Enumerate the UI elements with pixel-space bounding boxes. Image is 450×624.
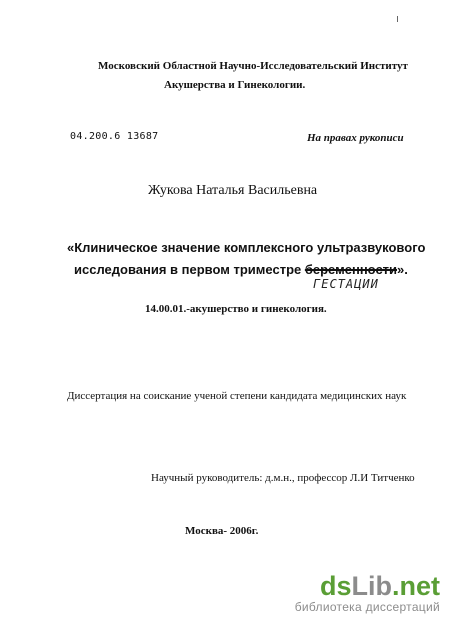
author-name: Жукова Наталья Васильевна <box>148 183 318 198</box>
dslib-watermark <box>295 572 440 614</box>
dissertation-note: Диссертация на соискание ученой степени кандидата медицинских наук <box>67 390 407 402</box>
watermark-brand-ds: ds <box>319 571 352 601</box>
institute-line-1: Московский Областной Научно-Исследовательский Институт <box>98 60 408 72</box>
watermark-brand <box>295 572 440 600</box>
institute-line-2: Акушерства и Гинекологии. <box>164 79 306 91</box>
registration-number: 04.200.6 13687 <box>70 131 159 142</box>
city-year: Москва- 2006г. <box>185 525 259 537</box>
thesis-title-closing: ». <box>397 262 408 277</box>
handwritten-correction: ГЕСТАЦИИ <box>313 277 379 291</box>
scan-mark <box>397 16 398 22</box>
watermark-brand-net: .net <box>391 571 440 601</box>
thesis-title-part: исследования в первом триместре <box>74 262 305 277</box>
specialty-code: 14.00.01.-акушерство и гинекология. <box>145 303 327 315</box>
rights-notice: На правах рукописи <box>307 132 404 144</box>
supervisor-line: Научный руководитель: д.м.н., профессор Л.И Титченко <box>151 472 415 484</box>
thesis-title-line-1: «Клиническое значение комплексного ультразвукового <box>67 240 426 255</box>
thesis-title-line-2 <box>74 262 408 277</box>
watermark-subtitle: библиотека диссертаций <box>294 600 440 614</box>
struck-word: беременности <box>304 262 398 277</box>
watermark-brand-lib: Lib <box>351 571 392 601</box>
